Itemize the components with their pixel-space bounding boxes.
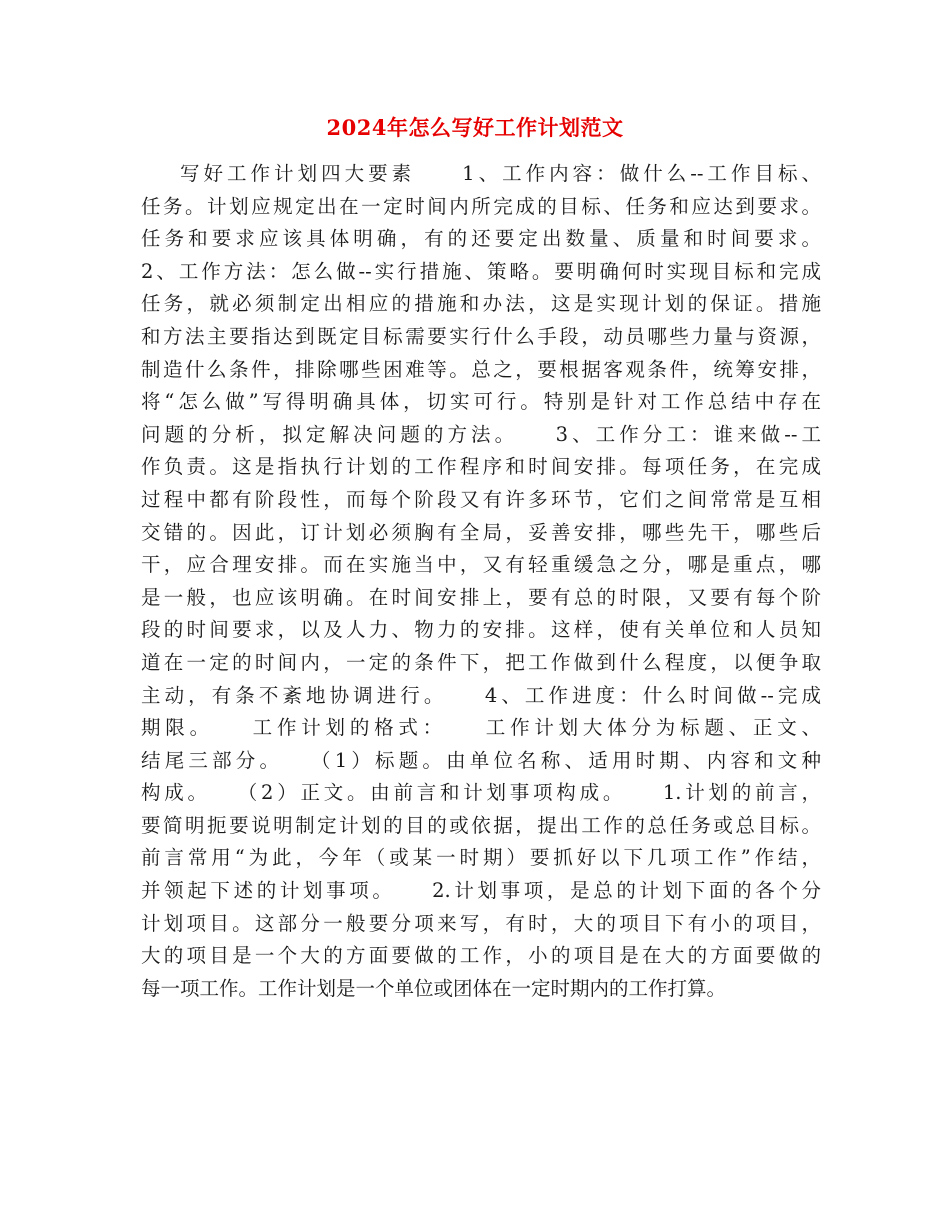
body-line: 过程中都有阶段性，而每个阶段又有许多环节，它们之间常常是互相 [141,487,821,511]
body-line: 要简明扼要说明制定计划的目的或依据，提出工作的总任务或总目标。 [141,813,821,837]
body-line: 任务。计划应规定出在一定时间内所完成的目标、任务和应达到要求。 [141,194,821,218]
body-line: 并领起下述的计划事项。 2.计划事项，是总的计划下面的各个分 [141,879,821,903]
body-line: 道在一定的时间内，一定的条件下，把工作做到什么程度，以便争取 [141,650,821,674]
body-line: 构成。 （2）正文。由前言和计划事项构成。 1.计划的前言， [141,781,821,805]
body-line: 制造什么条件，排除哪些困难等。总之，要根据客观条件，统筹安排， [141,357,821,381]
body-line: 主动，有条不紊地协调进行。 4、工作进度：什么时间做--完成 [141,683,821,707]
body-line: 交错的。因此，订计划必须胸有全局，妥善安排，哪些先干，哪些后 [141,520,821,544]
body-line: 每一项工作。工作计划是一个单位或团体在一定时期内的工作打算。 [141,976,727,1000]
body-line: 前言常用“为此，今年（或某一时期）要抓好以下几项工作”作结， [141,846,821,870]
document-title: 2024年怎么写好工作计划范文 [326,115,624,140]
body-line: 作负责。这是指执行计划的工作程序和时间安排。每项任务，在完成 [141,455,821,479]
body-line: 结尾三部分。 （1）标题。由单位名称、适用时期、内容和文种 [141,748,821,772]
document-body [141,158,821,1005]
body-line: 大的项目是一个大的方面要做的工作，小的项目是在大的方面要做的 [141,944,821,968]
body-line: 2、工作方法：怎么做--实行措施、策略。要明确何时实现目标和完成 [141,259,821,283]
body-line: 任务，就必须制定出相应的措施和办法，这是实现计划的保证。措施 [141,292,821,316]
body-line: 期限。 工作计划的格式： 工作计划大体分为标题、正文、 [141,716,821,740]
body-line: 和方法主要指达到既定目标需要实行什么手段，动员哪些力量与资源， [141,324,821,348]
body-line: 任务和要求应该具体明确，有的还要定出数量、质量和时间要求。 [141,227,821,251]
body-line: 是一般，也应该明确。在时间安排上，要有总的时限，又要有每个阶 [141,585,821,609]
body-line: 写好工作计划四大要素 1、工作内容：做什么--工作目标、 [180,162,821,185]
body-line: 将“怎么做”写得明确具体，切实可行。特别是针对工作总结中存在 [141,390,821,414]
body-line: 计划项目。这部分一般要分项来写，有时，大的项目下有小的项目， [141,911,821,935]
body-line: 问题的分析，拟定解决问题的方法。 3、工作分工：谁来做--工 [141,422,821,446]
body-line: 干，应合理安排。而在实施当中，又有轻重缓急之分，哪是重点，哪 [141,553,821,577]
body-line: 段的时间要求，以及人力、物力的安排。这样，使有关单位和人员知 [141,618,821,642]
